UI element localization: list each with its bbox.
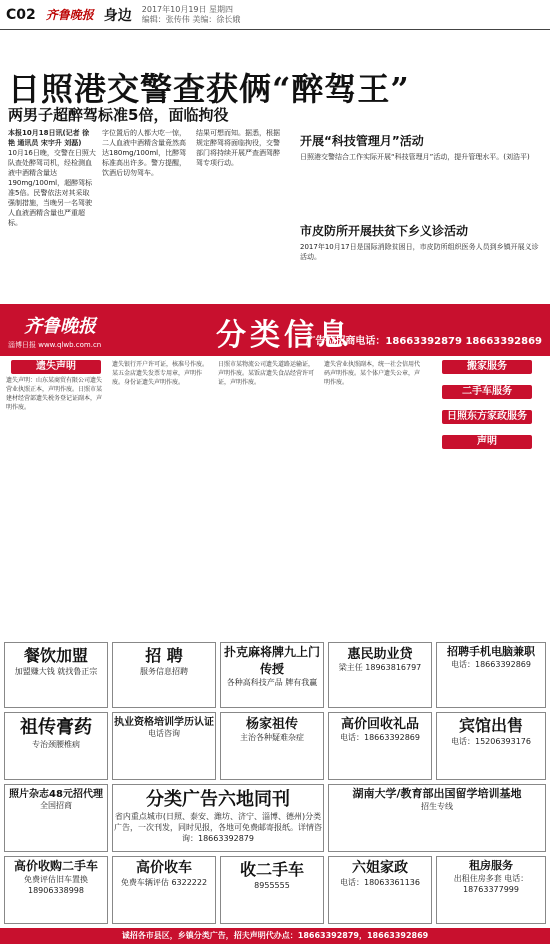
ad-six-cities: 分类广告六地同刊 省内重点城市(日照、泰安、潍坊、济宁、淄博、德州)分类广告，一次刊发，同时见报，各地可免费邮寄报纸。详情咨询：18663392879: [112, 784, 324, 852]
header-meta: 2017年10月19日 星期四 编辑：张传伟 美编：徐长娥: [141, 4, 241, 24]
ad-restaurant: 餐饮加盟 加盟赚大钱 就找鲁正宗: [4, 642, 108, 708]
ad-training: 执业资格培训学历认证 电话咨询: [112, 712, 216, 780]
ad-hotel-sale: 宾馆出售 电话：15206393176: [436, 712, 546, 780]
ad-used-car-2: 高价收车 免费车辆评估 6322222: [112, 856, 216, 924]
brand-logo: 齐鲁晚报: [45, 8, 94, 22]
ad-used-car-1: 高价收购二手车 免费评估旧车置换 18906338998: [4, 856, 108, 924]
ad-gift-recycle: 高价回收礼品 电话：18663392869: [328, 712, 432, 780]
right-text-1: 日照港交警结合工作实际开展“科技管理月”活动，提升管理水平。(刘浩平): [300, 153, 530, 161]
headline: 日照港交警查获俩“醉驾王”: [8, 70, 410, 108]
subheadline: 两男子超醉驾标准5倍，面临拘役: [8, 106, 229, 124]
classified-col-1: 遗失声明 遗失声明：山东某商贸有限公司遗失营业执照正本，声明作废。日照市某建材经营部遗失税务登记证副本，声明作废。: [6, 361, 103, 411]
classified-banner: [0, 304, 550, 356]
article-col-1: 本报10月18日讯(记者 徐艳 通讯员 宋宇升 刘磊) 10月16日晚，交警在日照大队查处醉驾司机，经检测血液中酒精含量达190mg/100ml，超醉驾标准5倍。民警依法对其采取强制措施，当晚另一名驾驶人血液酒精含量也严重超标。: [8, 129, 96, 227]
right-text-2: 2017年10月17日是国际消除贫困日，市皮防所组织医务人员到乡镇开展义诊活动。: [300, 243, 539, 261]
section-title: 身边: [103, 7, 132, 24]
classified-col-4: 遗失营业执照副本，统一社会信用代码声明作废。某个体户遗失公章，声明作废。: [324, 361, 421, 386]
ad-loan: 惠民助业贷 梁主任 18963816797: [328, 642, 432, 708]
ad-poker: 扑克麻将牌九上门传授 各种高科技产品 牌有我赢: [220, 642, 324, 708]
ad-plaster: 祖传膏药 专治颈腰椎病: [4, 712, 108, 780]
footer-strip: 诚招各市县区，乡镇分类广告，招夫声明代办点：18663392879，18663392869: [0, 928, 550, 944]
article-col-2: 字位置后的人都大吃一惊，二人血液中酒精含量竟然高达180mg/100ml，比醉驾标准高出许多。警方提醒，饮酒后切勿驾车。: [102, 129, 187, 177]
classified-col-3: 日照市某物流公司遗失道路运输证，声明作废。某饭店遗失食品经营许可证，声明作废。: [218, 361, 315, 386]
ad-housekeeping: 六姐家政 电话：18063361136: [328, 856, 432, 924]
right-heading-2: 市皮防所开展扶贫下乡义诊活动: [300, 224, 469, 238]
banner-site: 淄博日报 www.qlwb.com.cn: [8, 341, 102, 349]
ad-parttime: 招聘手机电脑兼职 电话：18663392869: [436, 642, 546, 708]
banner-logo: 齐鲁晚报: [24, 316, 96, 337]
ad-recruit: 招 聘 服务信息招聘: [112, 642, 216, 708]
article-col-3: 结果可想而知。据悉，根据规定醉驾将面临拘役，交警部门将持续开展严查酒驾醉驾专项行动。: [196, 129, 280, 167]
right-heading-1: 开展“科技管理月”活动: [300, 134, 424, 148]
page-header: [0, 0, 550, 30]
page-number: C02: [6, 6, 36, 23]
classified-col-5: 搬家服务 二手车服务 日照东方家政服务 声明: [430, 360, 544, 638]
banner-phone: 广告位招商电话：18663392879 18663392869: [305, 336, 542, 347]
ad-rental: 租房服务 出租住房多套 电话：18763377999: [436, 856, 546, 924]
ad-yang: 杨家祖传 主治各种疑难杂症: [220, 712, 324, 780]
ad-used-car-3: 收二手车 8955555: [220, 856, 324, 924]
ad-photo-agent: 照片杂志48元招代理 全国招商: [4, 784, 108, 852]
classified-col-2: 遗失银行开户许可证，核准号作废。某五金店遗失发票专用章，声明作废。身份证遗失声明作废。: [112, 361, 209, 386]
ad-hunan-univ: 湖南大学/教育部出国留学培训基地 招生专线: [328, 784, 546, 852]
banner-title: 分类信息: [216, 318, 352, 353]
